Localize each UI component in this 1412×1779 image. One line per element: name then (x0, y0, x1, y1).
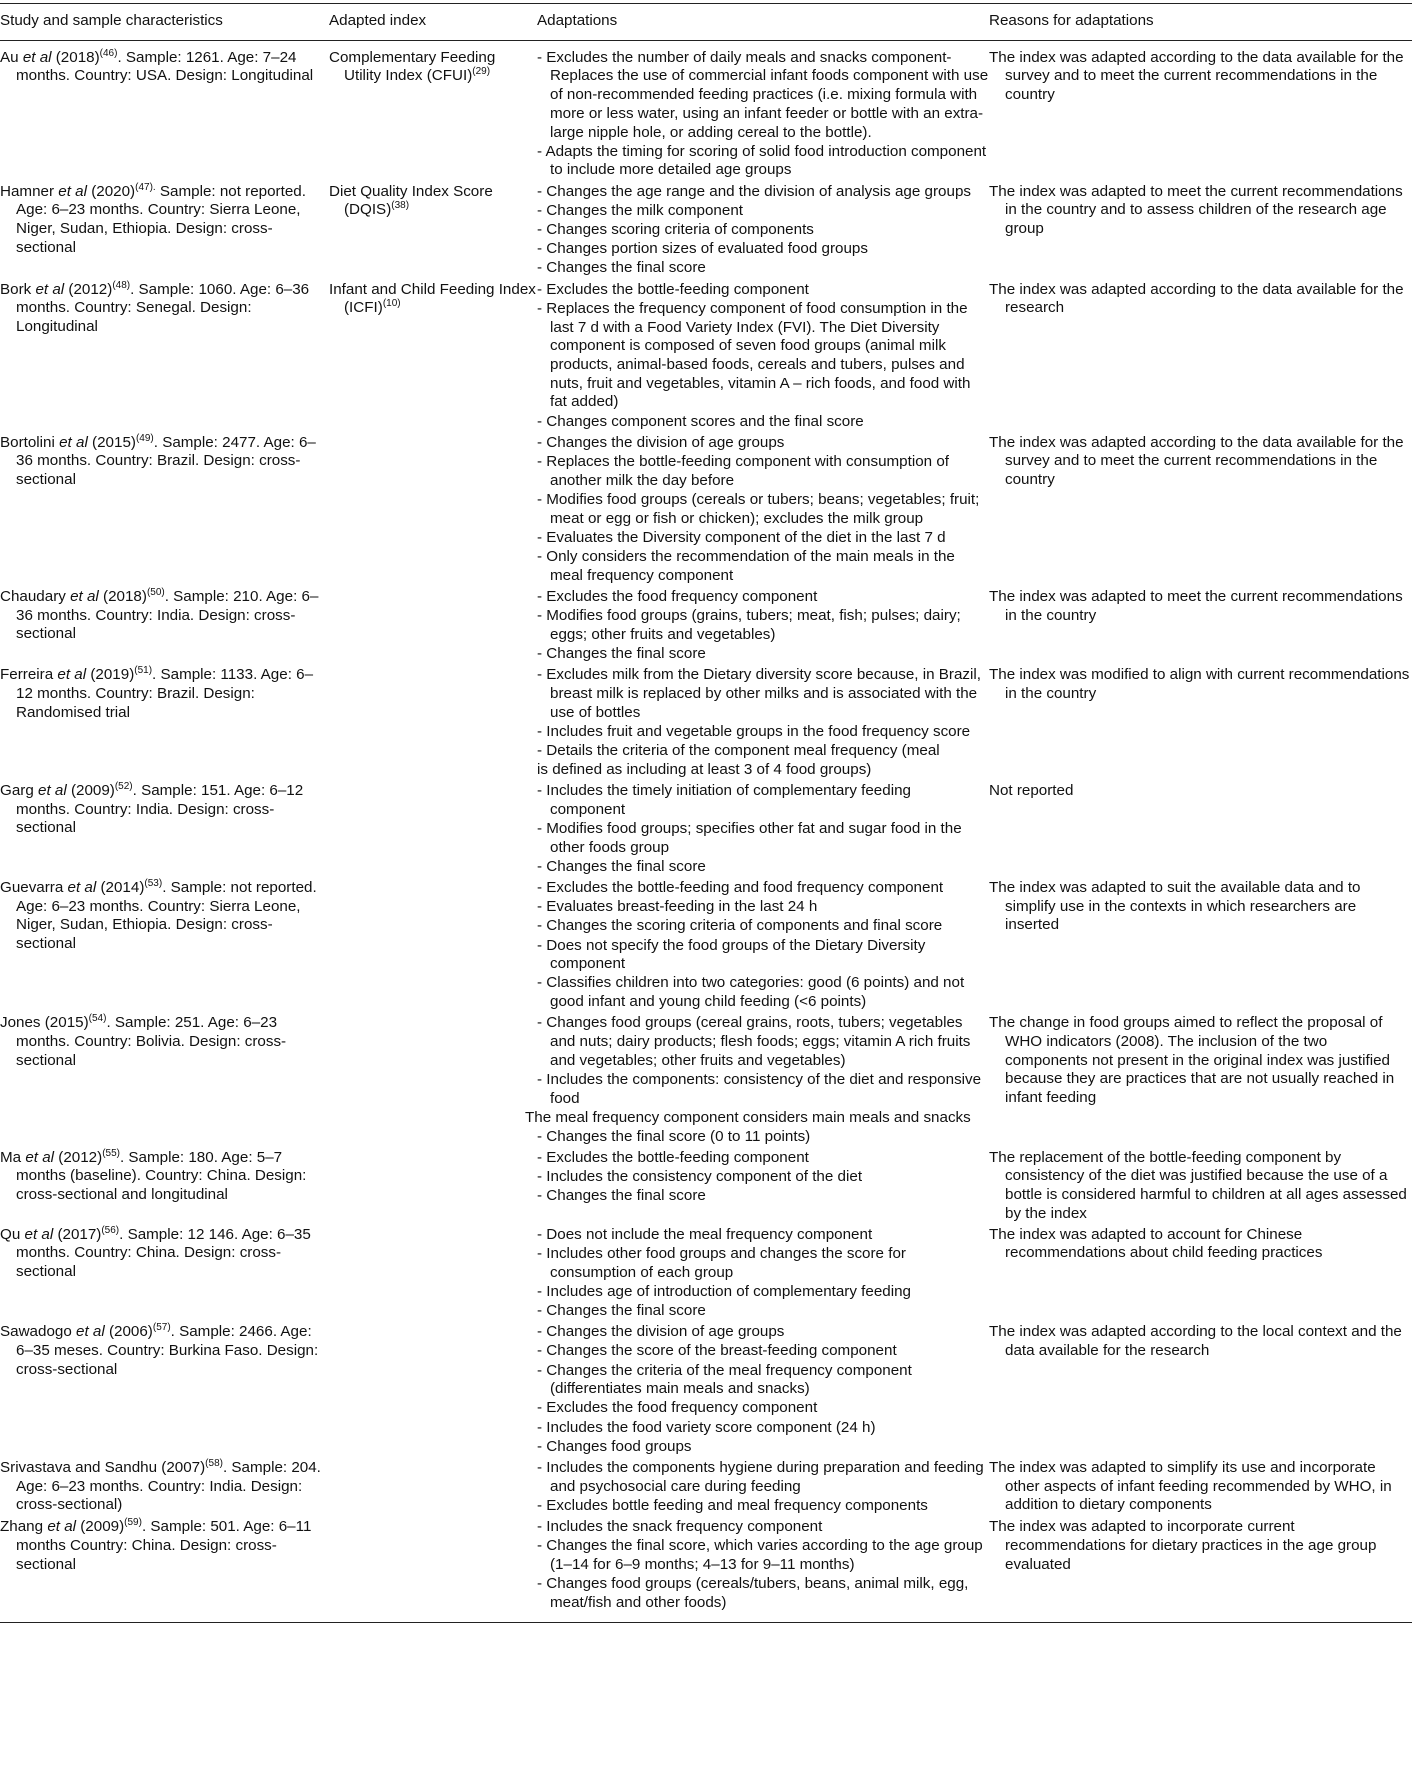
table-header-row (0, 4, 1412, 41)
reason-text: The replacement of the bottle-feeding component by consistency of the diet was justified because the use of a bottle is considered harmful to children at all ages assessed by the index (989, 1148, 1407, 1222)
adaptation-item: - Excludes the bottle-feeding component (537, 280, 809, 298)
study-year: (2009) (76, 1518, 125, 1536)
adaptation-item: - Excludes the food frequency component (537, 587, 818, 605)
reason-cell (989, 664, 1412, 780)
study-author: Bortolini (0, 433, 55, 451)
study-year: (2014) (96, 878, 145, 896)
header-adaptations: Adaptations (536, 4, 989, 41)
adaptation-item: - Includes the food variety score component (24 h) (537, 1418, 876, 1436)
adaptation-item: - Changes the final score (537, 645, 706, 662)
reason-text: The change in food groups aimed to reflect the proposal of WHO indicators (2008). The inclusion of the two components not present in the original index was justified because they are practices that are not usually reached in infant feeding (989, 1014, 1395, 1107)
study-ref: (56) (101, 1224, 120, 1236)
study-etal: et al (70, 587, 99, 605)
study-ref: (51) (134, 665, 153, 677)
adaptation-item: - Excludes the food frequency component (537, 1399, 818, 1417)
study-ref: (47). (135, 181, 156, 193)
table-row (0, 1516, 1412, 1623)
adaptation-item: - Does not include the meal frequency component (537, 1225, 873, 1243)
index-cell (327, 1516, 536, 1623)
study-etal: et al (57, 666, 87, 684)
index-name: Infant and Child Feeding Index (ICFI) (329, 280, 536, 317)
index-cell (327, 1457, 536, 1516)
study-etal: et al (25, 1148, 55, 1166)
reason-text: The index was adapted according to the data available for the survey and to meet the current recommendations in the country (989, 433, 1404, 489)
study-cell (0, 432, 327, 586)
adaptation-item: - Excludes the bottle-feeding and food frequency component (537, 878, 944, 896)
index-ref: (29) (472, 66, 491, 78)
adaptation-item: - Changes component scores and the final score (537, 412, 864, 430)
study-etal: et al (38, 781, 67, 799)
adaptation-item: - Details the criteria of the component meal frequency (meal (537, 742, 940, 760)
study-details: . Sample: 2466. Age: 6–35 meses. Country: Burkina Faso. Design: cross-sectional (16, 1323, 319, 1378)
study-details: . Sample: 251. Age: 6–23 months. Country: Bolivia. Design: cross-sectional (16, 1014, 287, 1069)
adaptations-cell (536, 1457, 989, 1516)
study-cell (0, 40, 327, 180)
study-details: . Sample: not reported. Age: 6–23 months. Country: Sierra Leone, Niger, Sudan, Ethiopia. Design: cross-sectional (16, 878, 317, 953)
table-row (0, 877, 1412, 1012)
table-row (0, 181, 1412, 279)
adaptations-cell (536, 664, 989, 780)
adaptation-item: - Excludes milk from the Dietary diversity score because, in Brazil, breast milk is replaced by other milks and is associated with the use of bottles (537, 666, 981, 721)
adaptation-item: - Does not specify the food groups of the Dietary Diversity component (537, 936, 926, 973)
adaptation-item: - Excludes the number of daily meals and snacks component- Replaces the use of commercial infant foods component with use of non-recommended feeding practices (i.e. mixing formula with more or less water, using an infant feeder or bottle with an extra-large nipple hole, or adding cereal to the bottle). (537, 48, 989, 141)
study-author: Guevarra (0, 878, 64, 896)
reason-cell (989, 1147, 1412, 1224)
adaptation-item: - Modifies food groups; specifies other fat and sugar food in the other foods group (537, 819, 962, 856)
study-etal: et al (67, 878, 97, 896)
adaptations-cell (536, 279, 989, 432)
reason-cell (989, 1516, 1412, 1623)
index-cell (327, 40, 536, 180)
study-details: . Sample: 180. Age: 5–7 months (baseline). Country: China. Design: cross-sectional and longitudinal (16, 1148, 307, 1204)
study-author: Sawadogo (0, 1323, 72, 1341)
reason-text: The index was adapted to meet the current recommendations in the country (989, 587, 1403, 624)
adaptations-cell (525, 1012, 989, 1146)
study-details: . Sample: 210. Age: 6–36 months. Country: India. Design: cross-sectional (16, 587, 319, 643)
study-cell (0, 181, 327, 279)
study-ref: (48) (112, 279, 131, 291)
adaptation-item: - Includes fruit and vegetable groups in the food frequency score (537, 722, 971, 740)
reason-text: The index was adapted according to the local context and the data available for the research (989, 1323, 1402, 1359)
reason-cell (989, 1321, 1412, 1457)
table-row (0, 1457, 1412, 1516)
header-reasons: Reasons for adaptations (989, 4, 1412, 41)
study-year: (2009) (66, 781, 115, 799)
adaptations-cell (536, 1516, 989, 1623)
index-cell (327, 1012, 536, 1146)
index-cell (327, 586, 536, 664)
study-cell (0, 1516, 327, 1623)
study-year: (2015) (40, 1014, 89, 1032)
study-author: Ferreira (0, 666, 54, 684)
reason-text: The index was modified to align with current recommendations in the country (989, 666, 1410, 702)
adaptation-item: - Classifies children into two categories: good (6 points) and not good infant and young child feeding (<6 points) (537, 974, 965, 1011)
study-year: (2019) (86, 666, 135, 684)
study-author: Qu (0, 1225, 21, 1243)
study-ref: (46) (99, 47, 118, 59)
adaptation-item: - Includes the snack frequency component (537, 1518, 823, 1536)
reason-cell (989, 1224, 1412, 1322)
adaptation-item: - Changes the final score (537, 259, 706, 277)
adaptation-item: - Changes the milk component (537, 201, 743, 219)
study-details: . Sample: 12 146. Age: 6–35 months. Country: China. Design: cross-sectional (16, 1225, 311, 1280)
reason-text: The index was adapted according to the data available for the research (989, 280, 1404, 317)
adaptations-table (0, 3, 1412, 1623)
adaptation-item: - Changes the age range and the division of analysis age groups (537, 182, 971, 200)
reason-cell (989, 780, 1412, 877)
study-details: . Sample: 1133. Age: 6–12 months. Country: Brazil. Design: Randomised trial (16, 666, 314, 721)
adaptation-item: - Changes the criteria of the meal frequency component (differentiates main meals and snacks) (537, 1361, 912, 1398)
study-ref: (55) (102, 1147, 120, 1159)
adaptation-item: - Includes other food groups and changes the score for consumption of each group (537, 1244, 906, 1281)
adaptation-item: - Modifies food groups (cereals or tubers; beans; vegetables; fruit; meat or egg or fish or chicken); excludes the milk group (537, 490, 980, 527)
index-cell (327, 1321, 536, 1457)
study-cell (0, 1457, 327, 1516)
adaptation-item: - Evaluates breast-feeding in the last 24 h (537, 898, 818, 916)
reason-cell (989, 432, 1412, 586)
study-details: Sample: not reported. Age: 6–23 months. Country: Sierra Leone, Niger, Sudan, Ethiopia. Design: cross-sectional (16, 182, 306, 256)
adaptation-item: - Changes scoring criteria of components (537, 221, 814, 239)
table-row (0, 664, 1412, 780)
study-details: . Sample: 501. Age: 6–11 months Country: China. Design: cross-sectional (16, 1518, 312, 1573)
study-year: (2007) (157, 1459, 206, 1477)
index-cell (327, 181, 536, 279)
adaptations-cell (536, 1224, 989, 1322)
study-cell (0, 877, 327, 1012)
adaptation-item: - Evaluates the Diversity component of the diet in the last 7 d (537, 528, 946, 546)
adaptation-item: - Modifies food groups (grains, tubers; meat, fish; pulses; dairy; eggs; other fruits and vegetables) (537, 607, 961, 643)
index-name: Diet Quality Index Score (DQIS) (329, 182, 493, 219)
adaptation-item: - Changes portion sizes of evaluated food groups (537, 240, 868, 258)
study-ref: (57) (152, 1322, 171, 1334)
adaptation-item: - Adapts the timing for scoring of solid food introduction component to include more detailed age groups (537, 142, 987, 179)
table-body (0, 40, 1412, 1622)
adaptation-item: - Changes the final score (537, 857, 706, 875)
adaptation-item: - Changes food groups (cereals/tubers, beans, animal milk, egg, meat/fish and other foods) (537, 1575, 969, 1611)
study-author: Garg (0, 781, 34, 799)
adaptations-cell (536, 40, 989, 180)
adaptation-item: - Changes the final score (537, 1301, 706, 1319)
study-author: Bork (0, 280, 32, 298)
header-study: Study and sample characteristics (0, 4, 327, 41)
study-author: Hamner (0, 182, 55, 200)
adaptations-cell (536, 1147, 989, 1224)
study-cell (0, 664, 327, 780)
adaptations-cell (536, 181, 989, 279)
reason-cell (989, 40, 1412, 180)
adaptation-item: - Changes the final score (0 to 11 points) (537, 1127, 811, 1145)
study-cell (0, 1321, 327, 1457)
index-name: Complementary Feeding Utility Index (CFUI) (329, 48, 496, 85)
reason-cell (989, 1457, 1412, 1516)
study-etal: et al (76, 1323, 105, 1341)
adaptation-item: - Changes the division of age groups (537, 1323, 785, 1341)
adaptation-item: - Changes the scoring criteria of components and final score (537, 917, 943, 935)
index-cell (327, 432, 536, 586)
header-index: Adapted index (327, 4, 536, 41)
study-etal: et al (22, 48, 52, 66)
adaptation-item: - Includes the components: consistency of the diet and responsive food (537, 1070, 982, 1107)
study-author: Au (0, 48, 19, 66)
study-year: (2012) (54, 1148, 103, 1166)
reason-text: The index was adapted to simplify its use and incorporate other aspects of infant feeding recommended by WHO, in addition to dietary components (989, 1459, 1392, 1514)
study-etal: et al (35, 280, 65, 298)
table-row (0, 1012, 1412, 1146)
index-cell (327, 664, 536, 780)
table-row (0, 586, 1412, 664)
reason-cell (989, 279, 1412, 432)
study-year: (2006) (104, 1323, 153, 1341)
study-author: Jones (0, 1014, 41, 1032)
study-cell (0, 1224, 327, 1322)
study-year: (2018) (98, 587, 147, 605)
reason-cell (989, 586, 1412, 664)
table-row (0, 1321, 1412, 1457)
study-details: . Sample: 2477. Age: 6–36 months. Country: Brazil. Design: cross-sectional (16, 433, 316, 489)
study-cell (0, 780, 327, 877)
study-year: (2017) (53, 1225, 102, 1243)
study-cell (0, 1012, 327, 1146)
adaptations-cell (536, 1321, 989, 1457)
table-row (0, 1147, 1412, 1224)
adaptation-item: - Changes the score of the breast-feeding component (537, 1342, 897, 1360)
index-cell (327, 279, 536, 432)
table-row (0, 432, 1412, 586)
adaptation-item: - Replaces the frequency component of food consumption in the last 7 d with a Food Variety Index (FVI). The Diet Diversity component is composed of seven food groups (animal milk products, animal-based foods, cereals and tubers, pulses and nuts, fruit and vegetables, vitamin A – rich foods, and food with fat added) (537, 299, 971, 411)
study-year: (2020) (86, 182, 136, 200)
reason-text: The index was adapted to suit the available data and to simplify use in the contexts in which researchers are inserted (989, 878, 1361, 934)
adaptation-item: - Changes the final score, which varies according to the age group (1–14 for 6–9 months; 4–13 for 9–11 months) (537, 1537, 983, 1574)
reason-text: The index was adapted according to the data available for the survey and to meet the current recommendations in the country (989, 48, 1404, 104)
adaptation-item: - Includes the timely initiation of complementary feeding component (537, 781, 911, 818)
reason-cell (989, 181, 1412, 279)
adaptation-item: - Only considers the recommendation of the main meals in the meal frequency component (537, 547, 955, 584)
study-cell (0, 279, 327, 432)
adaptations-cell (536, 877, 989, 1012)
index-ref: (38) (391, 200, 410, 212)
adaptation-item: - Replaces the bottle-feeding component with consumption of another milk the day before (537, 452, 949, 489)
adaptation-item: - Changes food groups (537, 1437, 692, 1455)
study-etal: et al (24, 1225, 54, 1243)
study-ref: (49) (135, 432, 154, 444)
adaptation-item: - Excludes the bottle-feeding component (537, 1148, 809, 1166)
adaptation-item: - Includes age of introduction of complementary feeding (537, 1282, 911, 1300)
study-year: (2018) (51, 48, 100, 66)
reason-text: The index was adapted to meet the current recommendations in the country and to assess children of the research age group (989, 182, 1403, 238)
study-cell (0, 586, 327, 664)
study-ref: (50) (146, 586, 165, 598)
reason-cell (989, 877, 1412, 1012)
study-etal: et al (59, 433, 88, 451)
index-cell (327, 780, 536, 877)
adaptation-item: - Includes the components hygiene during preparation and feeding and psychosocial care during feeding (537, 1459, 984, 1495)
reason-text: The index was adapted to incorporate current recommendations for dietary practices in the age group evaluated (989, 1518, 1377, 1573)
study-author: Chaudary (0, 587, 66, 605)
study-details: . Sample: 204. Age: 6–23 months. Country: India. Design: cross-sectional) (16, 1459, 321, 1514)
index-cell (327, 1224, 536, 1322)
study-ref: (53) (144, 877, 163, 889)
table-row (0, 780, 1412, 877)
adaptation-item: - Changes food groups (cereal grains, roots, tubers; vegetables and nuts; dairy products; flesh foods; eggs; vitamin A rich fruits and vegetables; other fruits and vegetables) (537, 1014, 971, 1069)
reason-text: Not reported (989, 781, 1074, 799)
study-author: Ma (0, 1148, 22, 1166)
adaptation-item: - Changes the final score (537, 1187, 706, 1205)
index-cell (327, 1147, 536, 1224)
study-details: . Sample: 1261. Age: 7–24 months. Country: USA. Design: Longitudinal (16, 48, 314, 85)
study-year: (2015) (87, 433, 136, 451)
study-year: (2012) (64, 280, 113, 298)
adaptation-item: The meal frequency component considers main meals and snacks (525, 1108, 971, 1126)
adaptations-cell (536, 432, 989, 586)
reason-text: The index was adapted to account for Chinese recommendations about child feeding practices (989, 1225, 1323, 1262)
study-ref: (58) (205, 1458, 223, 1470)
index-ref: (10) (382, 298, 401, 310)
study-cell (0, 1147, 327, 1224)
study-details: . Sample: 1060. Age: 6–36 months. Country: Senegal. Design: Longitudinal (16, 280, 310, 336)
study-details: . Sample: 151. Age: 6–12 months. Country: India. Design: cross-sectional (16, 781, 304, 837)
adaptations-cell (536, 780, 989, 877)
study-author: Zhang (0, 1518, 44, 1536)
study-ref: (52) (114, 780, 133, 792)
table-row (0, 1224, 1412, 1322)
study-ref: (59) (124, 1517, 142, 1529)
table-row (0, 40, 1412, 180)
adaptation-item: - Excludes bottle feeding and meal frequency components (537, 1496, 928, 1514)
adaptation-item: - Includes the consistency component of the diet (537, 1167, 863, 1185)
study-ref: (54) (88, 1013, 107, 1025)
table-row (0, 279, 1412, 432)
adaptation-item: - Changes the division of age groups (537, 433, 785, 451)
index-cell (327, 877, 536, 1012)
reason-cell (989, 1012, 1412, 1146)
study-etal: et al (58, 182, 87, 200)
adaptations-cell (536, 586, 989, 664)
study-author: Srivastava and Sandhu (0, 1459, 158, 1477)
study-etal: et al (47, 1518, 77, 1536)
adaptation-item: is defined as including at least 3 of 4 food groups) (537, 761, 872, 779)
